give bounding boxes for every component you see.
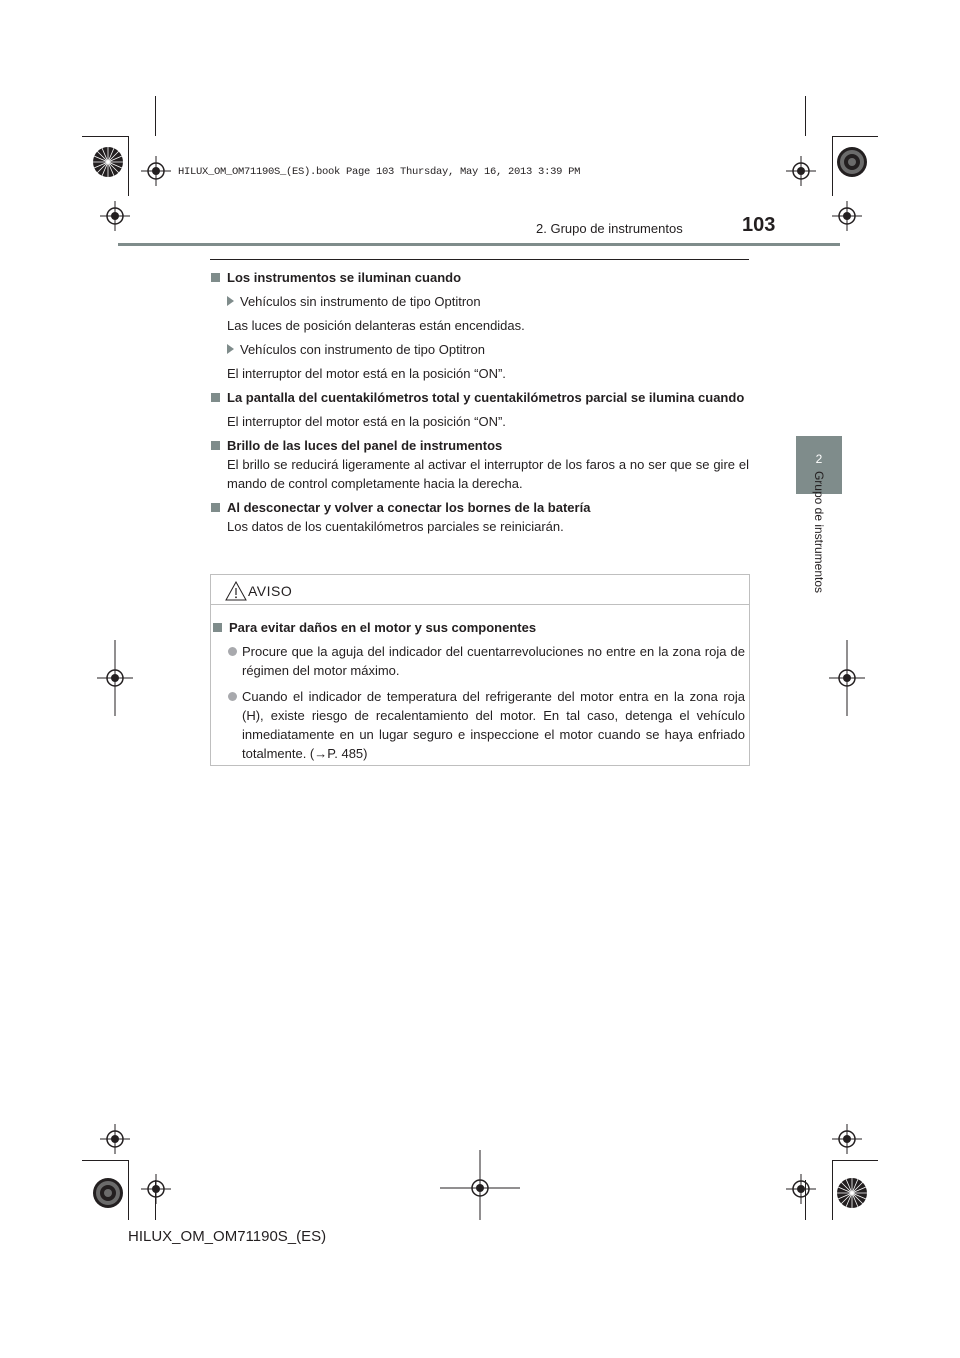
crop-mark-icon — [82, 136, 128, 137]
registration-mark-icon — [141, 156, 171, 186]
section-heading — [211, 268, 749, 287]
heading-text: Brillo de las luces del panel de instrumentos — [227, 438, 503, 453]
bullet-text: Procure que la aguja del indicador del cuentarrevoluciones no entre en la zona roja de régimen del motor máximo. — [242, 644, 745, 678]
body-text: El interruptor del motor está en la posición “ON”. — [227, 414, 506, 429]
condition-text: Vehículos con instrumento de tipo Optitron — [240, 342, 485, 357]
registration-mark-icon — [829, 640, 865, 716]
heading-text: Para evitar daños en el motor y sus componentes — [229, 620, 537, 635]
warning-heading — [213, 618, 745, 637]
square-bullet-icon — [211, 441, 220, 450]
warning-bullet — [213, 642, 745, 680]
heading-text: Al desconectar y volver a conectar los bornes de la batería — [227, 500, 591, 515]
crop-mark-icon — [832, 136, 878, 137]
registration-mark-icon — [100, 1124, 130, 1154]
registration-mark-icon — [100, 201, 130, 231]
crop-mark-icon — [128, 1160, 129, 1220]
section-heading — [211, 388, 749, 407]
condition-item — [211, 340, 749, 359]
header-rule — [118, 243, 840, 246]
square-bullet-icon — [213, 623, 222, 632]
registration-mark-icon — [832, 201, 862, 231]
heading-text: Los instrumentos se iluminan cuando — [227, 270, 462, 285]
body-text: El interruptor del motor está en la posición “ON”. — [227, 366, 506, 381]
chapter-tab-number: 2 — [815, 452, 823, 466]
registration-mark-icon — [141, 1174, 171, 1204]
warning-title: AVISO — [248, 583, 293, 599]
registration-mark-icon — [786, 156, 816, 186]
crop-mark-icon — [832, 136, 833, 196]
registration-mark-icon — [92, 146, 124, 178]
arrow-right-icon — [227, 344, 234, 354]
bullet-text: Cuando el indicador de temperatura del refrigerante del motor entra en la zona roja (H), existe riesgo de recalentamiento del motor. En tal caso, detenga el vehículo inmediatamente en un lugar seguro e inspeccione el motor cuando se haya enfriado totalmente. (→P. 485) — [242, 689, 745, 761]
crop-mark-icon — [832, 1160, 833, 1220]
section-heading — [211, 436, 749, 455]
chapter-tab-label: Grupo de instrumentos — [812, 470, 826, 594]
condition-text: Vehículos sin instrumento de tipo Optitron — [240, 294, 481, 309]
warning-divider — [210, 604, 750, 605]
section-title: 2. Grupo de instrumentos — [536, 221, 683, 236]
print-header: HILUX_OM_OM71190S_(ES).book Page 103 Thursday, May 16, 2013 3:39 PM — [178, 166, 581, 178]
footer-code: HILUX_OM_OM71190S_(ES) — [128, 1228, 327, 1245]
condition-item — [211, 292, 749, 311]
crop-mark-icon — [155, 96, 156, 136]
section-heading — [211, 498, 749, 517]
registration-mark-icon — [836, 146, 868, 178]
warning-content — [213, 618, 745, 763]
body-text: Las luces de posición delanteras están encendidas. — [227, 318, 525, 333]
heading-text: La pantalla del cuentakilómetros total y cuentakilómetros parcial se ilumina cuando — [227, 390, 745, 405]
registration-mark-icon — [97, 640, 133, 716]
registration-mark-icon — [832, 1124, 862, 1154]
crop-mark-icon — [128, 136, 129, 196]
crop-mark-icon — [805, 96, 806, 136]
round-bullet-icon — [228, 647, 237, 656]
registration-mark-icon — [440, 1150, 520, 1220]
warning-triangle-icon — [225, 581, 247, 601]
round-bullet-icon — [228, 692, 237, 701]
registration-mark-icon — [92, 1177, 124, 1209]
body-text: Los datos de los cuentakilómetros parciales se reiniciarán. — [227, 519, 564, 534]
crop-mark-icon — [82, 1160, 128, 1161]
warning-bullet — [213, 687, 745, 763]
registration-mark-icon — [786, 1174, 816, 1204]
registration-mark-icon — [836, 1177, 868, 1209]
content-rule — [210, 259, 749, 260]
crop-mark-icon — [832, 1160, 878, 1161]
square-bullet-icon — [211, 273, 220, 282]
body-text: El brillo se reducirá ligeramente al activar el interruptor de los faros a no ser que se gire el mando de control completamente hacia la derecha. — [227, 457, 749, 491]
page-number: 103 — [742, 214, 776, 236]
square-bullet-icon — [211, 393, 220, 402]
arrow-right-icon — [227, 296, 234, 306]
square-bullet-icon — [211, 503, 220, 512]
main-content — [211, 268, 749, 536]
